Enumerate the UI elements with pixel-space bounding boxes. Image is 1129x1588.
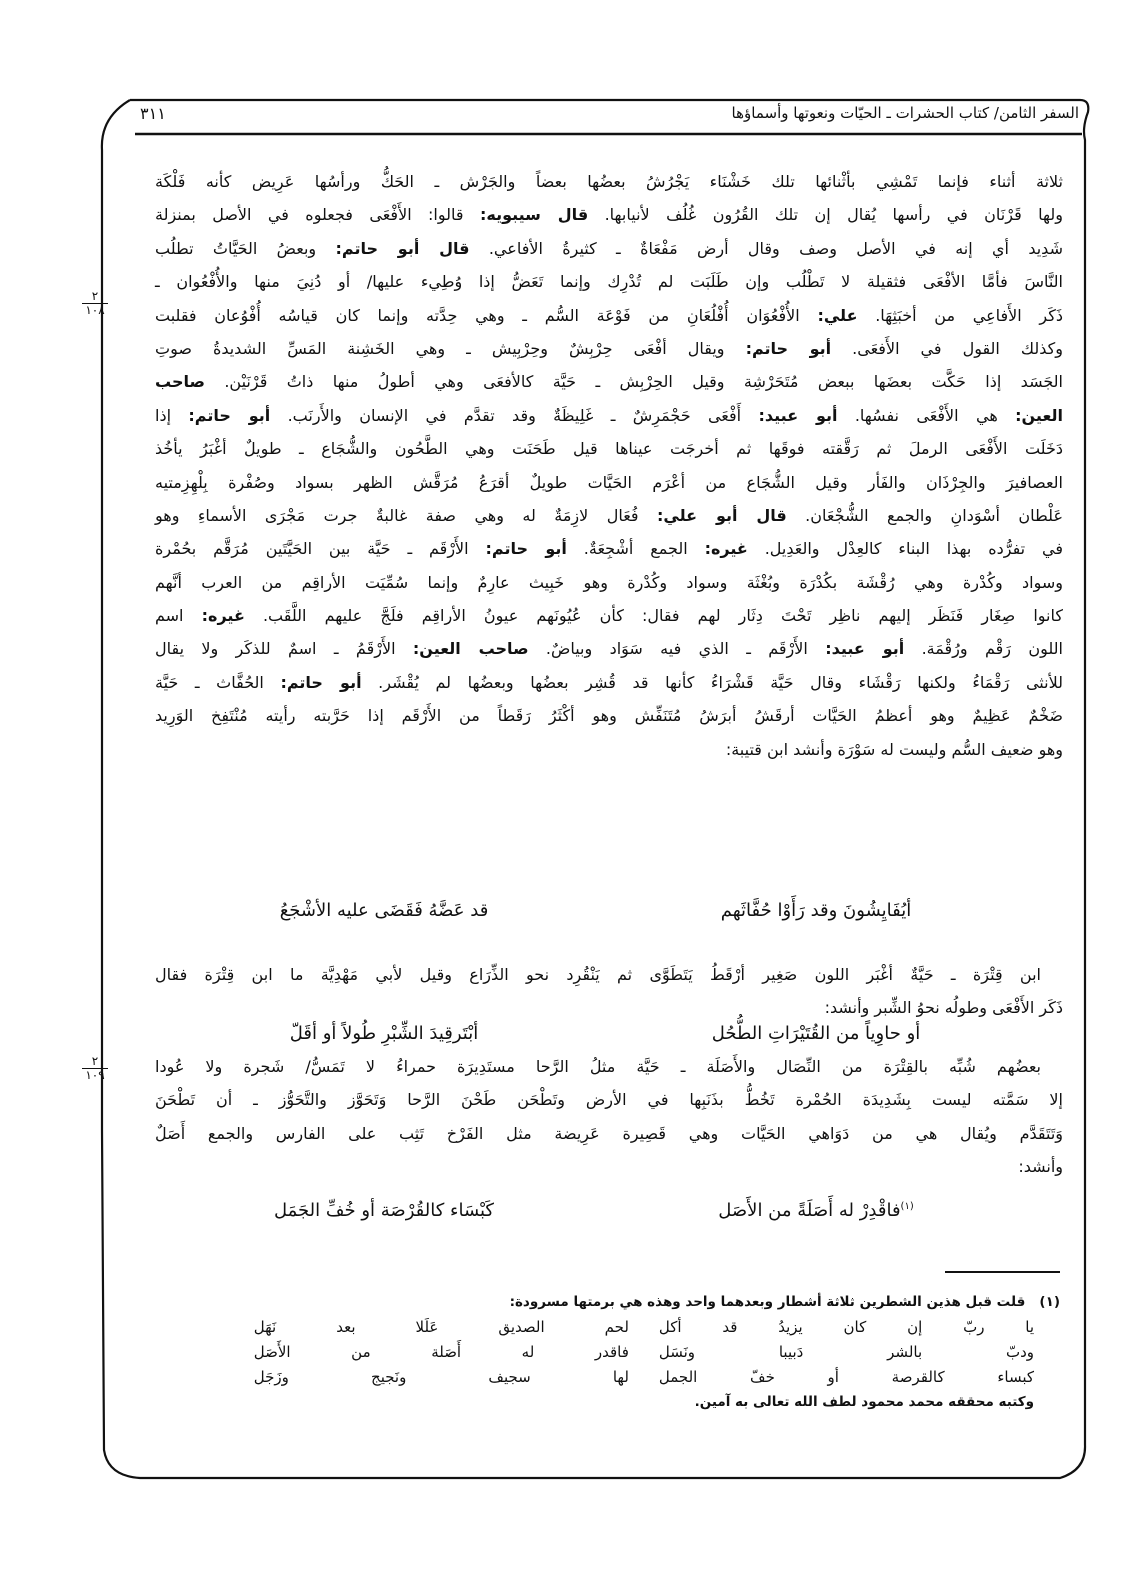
- footnote-marker: (١): [900, 1201, 914, 1212]
- verse-line: [200, 900, 1000, 921]
- footnote-signature: وكتبه محققه محمد محمود لطف الله تعالى به آمين.: [694, 1394, 1034, 1410]
- text-line: [155, 399, 1063, 432]
- speaker-name: قال أبو علي:: [656, 505, 787, 525]
- text-line: [155, 1150, 1063, 1183]
- text-run: ثلاثة أثناء فإنما تَمْشِي بأثْنائها تلك خَشْنَاء يَجْرُشُ بعضُها بعضاً والجَرْش ـ الحَكُّ ورأسُها عَرِيض كأنه فَلْكَة: [155, 172, 1063, 191]
- footnote-hemistich: لحم الصديق عَلَلا بعد نَهَل: [253, 1318, 629, 1336]
- text-run: كانوا صِغَار فَنَظَر إليهم ناظِر تَحْتَ دِثَار لهم فقال: كأن عُيُونَهم عيونُ الأراقِم فلَجَّ عليهم اللَّقَب.: [244, 606, 1063, 626]
- footnote-hemistich: ودبّ بالشر دَبيبا ونَسَل: [658, 1343, 1034, 1361]
- margin-page: ١٠٩: [85, 1068, 105, 1082]
- text-run: الأَرْقَم ـ الذي فيه سَوَاد وبياضٌ.: [528, 639, 826, 659]
- text-line: [155, 632, 1063, 665]
- margin-page: ١٠٨: [85, 303, 105, 317]
- speaker-name: أبو حاتم:: [485, 539, 567, 559]
- footnote-number: (١): [1039, 1294, 1060, 1310]
- text-run: الجمع أشْجِعَةٌ.: [566, 539, 705, 559]
- text-run: فُعَال لازِمَةٌ له وهي صفة غالبةٌ جرت مَجْرَى الأسماءِ وهو: [155, 505, 657, 525]
- text-run: الأُفْعُوَان أُفْلُعَانِ من فَوْعَة السُّم ـ وهي حِدَّته وإنما كان قياسُه أُفْوُعان فقلبت: [155, 305, 818, 325]
- footnote-verse: [190, 1340, 1060, 1365]
- text-line: [155, 991, 1063, 1024]
- text-line: [155, 232, 1063, 265]
- text-line: [155, 432, 1063, 465]
- text-run: وبعضُ الحَيَّاتُ تطلُب: [155, 238, 336, 258]
- text-run: الجَسَد إذا حَكَّت بعضَها ببعض مُتَحَرْشِة وقيل الحِرْبِش ـ حَيَّة كالأفعَى وهي أطولُ منها ذاتُ قَرْنَيْن.: [204, 372, 1063, 392]
- verse-hemistich-first: أو حاوِياً من القُتَيْرَاتِ الطُّحُل: [711, 1023, 921, 1044]
- margin-vol: ٢: [82, 1055, 108, 1069]
- text-line: [155, 1083, 1063, 1116]
- verse-hemistich-first: [632, 1200, 1000, 1221]
- text-line: [155, 699, 1063, 732]
- footnote-hemistich: فاقدر له أَصَلة من الأَصَل: [253, 1343, 629, 1361]
- text-line: [155, 1050, 1063, 1083]
- verse-hemistich-second: أبْتَرقِيدَ الشِّبْرِ طُولاً أو أقَلّ: [289, 1023, 479, 1044]
- text-line: [155, 332, 1063, 365]
- footnote-verse: [190, 1365, 1060, 1390]
- text-line: [155, 299, 1063, 332]
- speaker-name: أبو حاتم:: [745, 338, 832, 358]
- text-run: ضَخْمٌ عَظِيمٌ وهو أعظمُ الحَيَّات أرقَشُ أبرَشُ مُتَنَفِّش وهو أكْثَرُ رَقَطاً من الأَرْقَم إذا حَرَّبته رأيته مُنْتَفِخ الوَرِيد: [155, 706, 1063, 726]
- paragraph: [155, 165, 1063, 766]
- text-run: ابن قِتْرَة ـ حَيَّةٌ أغْبَر اللون صَغِير أرْقَطُ يَتَطَوَّى ثم يَنْقُرِد نحو الذِّرَاع وقيل لأبي مَهْدِيَّة ما ابن قِتْرَة فقال: [155, 965, 1041, 984]
- footnote-verse: [190, 1315, 1060, 1340]
- text-run: قالوا: الأَفْعَى فجعلوه في الأصل بمنزلة: [155, 205, 480, 225]
- text-run: دَخَلَت الأَفْعَى الرملَ ثم رَقَّقته فوقَها ثم أخرجَت عيناها قيل طَحَنَت وهي الطَّحُون والشُّجَاع ـ طويلٌ أغْبَرُ يأخُذ: [155, 439, 1063, 459]
- margin-reference: [82, 290, 108, 317]
- speaker-name: علي:: [817, 305, 858, 325]
- speaker-name: قال أبو حاتم:: [335, 238, 470, 258]
- text-run: وكذلك القول في الأَفعَى.: [831, 338, 1064, 358]
- verse-hemistich-first: أيُفَايِشُونَ وقد رَأَوْا حُفَّاثَهم: [720, 900, 912, 921]
- speaker-name: أبو حاتم:: [188, 405, 271, 425]
- margin-vol: ٢: [82, 290, 108, 304]
- text-run: شَدِيد أي إنه في الأصل وصف وقال أرض مَفْعَاةٌ ـ كثيرةُ الأفاعي.: [469, 238, 1063, 258]
- footnote-hemistich: كبساء كالقرصة أو خفّ الجمل: [658, 1368, 1034, 1386]
- text-run: ذَكَر الأَفاعِي من أخبَثِهَا.: [857, 305, 1063, 325]
- text-run: في تفرُّده بهذا البناء كالعِدْل والعَدِيل.: [747, 539, 1064, 559]
- text-line: [155, 466, 1063, 499]
- text-run: أَفْعَى حَجْمَرِشٌ ـ غَلِيظَةٌ وقد تقدَّم في الإنسان والأَرنَب.: [270, 405, 759, 425]
- footnote-intro: [190, 1290, 1060, 1315]
- speaker-name: صاحب العين:: [412, 639, 529, 659]
- text-run: الأَرْقَمُ ـ اسمٌ للذكَر ولا يقال: [155, 639, 413, 659]
- running-header: السفر الثامن/ كتاب الحشرات ـ الحيّات ونعوتها وأسماؤها: [731, 104, 1079, 122]
- speaker-name: أبو حاتم:: [280, 672, 362, 692]
- text-run: بعضُهم شُبِّه بالقِتْرَة من النِّصَال والأَصَلَة ـ حَيَّة مثلُ الرَّحا مستَدِيرَة حمراءُ لا تَمَسُّ/ شَجرة ولا عُودا: [155, 1057, 1041, 1076]
- speaker-name: صاحب: [155, 372, 205, 392]
- text-run: ولها قَرْنَان في رأسها يُقال إن تلك القُرُون غُلُف لأنيابها.: [588, 205, 1064, 225]
- paragraph: [155, 1050, 1063, 1184]
- text-line: [155, 958, 1063, 991]
- text-line: [155, 599, 1063, 632]
- text-run: وأنشد:: [1018, 1157, 1063, 1177]
- text-run: وسواد وكُدْرة وهي رُقْشَة بكُدْرَة وبُغْثَة وسواد وكُدْرة وهو خَبِيث عارِمٌ وإنما سُمِّيَت الأراقِم من العرب أنَّهم: [155, 572, 1063, 592]
- text-line: [155, 365, 1063, 398]
- text-run: ويقال أفْعَى حِرْبِشٌ وحِرْبِيش ـ وهي الخَشِنة المَسِّ الشديدةُ صوتِ: [155, 338, 746, 358]
- verse-text: فاقْدِرْ له أَصَلَةً من الأَصَل: [718, 1200, 901, 1221]
- text-run: الأَرْقَم ـ حَيَّة بين الحَيَّتَين مُرَقَّم بحُمْرة: [155, 539, 486, 559]
- text-line: [155, 165, 1063, 198]
- verse-hemistich-second: قد عَضَّهُ فَقَضَى عليه الأشْجَعُ: [279, 900, 489, 921]
- text-run: النَّاسَ فأمَّا الأفْعَى فثقيلة لا تَطْلُب وإن طَلَبَت لم تُدْرِك وإنما تَعَضُّ إذا وُطِيء عليها/ أو دُنِيَ منها والأُفْعُوان ـ: [155, 272, 1063, 292]
- text-line: [155, 532, 1063, 565]
- verse-line: [200, 1023, 1000, 1044]
- text-run: ذَكَر الأَفْعَى وطولُه نحوُ الشِّبر وأنشد:: [824, 998, 1063, 1018]
- speaker-name: قال سيبويه:: [479, 205, 589, 225]
- text-run: اللون رَقْم ورُقْمَة.: [904, 639, 1063, 659]
- text-line: [155, 265, 1063, 298]
- text-line: [155, 198, 1063, 231]
- speaker-name: أبو عبيد:: [758, 405, 838, 425]
- footnote: [190, 1290, 1060, 1415]
- speaker-name: العين:: [1015, 405, 1063, 425]
- text-line: [155, 566, 1063, 599]
- footnote-hemistich: يا ربّ إن كان يزيدُ قد أكل: [658, 1318, 1034, 1336]
- text-run: العصافيرَ والجِرْذَان والفَأر وقيل الشُّجَاع من أعْرَم الحَيَّات طويلٌ أقرَعُ مُرَقَّش الظهر بسواد وصُفْرة بِلْهِزِمتيه: [155, 472, 1063, 492]
- text-run: وَتَتَقَدَّم ويُقال هي من دَوَاهي الحَيَّات وهي قَصِيرة عَرِيضة مثل الفَرْخ تَثِب على الفارس والجمع أَصَلٌ: [155, 1123, 1063, 1143]
- text-run: هي الأَفْعَى نفسُها.: [837, 405, 1016, 425]
- text-run: للأنثى رَقْمَاءُ ولكنها رَقْشَاء وقال حَيَّة قَشْرَاءُ كأنها قد قُشِر بعضُها وبعضُها لم يُقْشَر.: [361, 672, 1064, 692]
- margin-reference: [82, 1055, 108, 1082]
- speaker-name: غيره:: [201, 606, 245, 626]
- page-number: ٣١١: [140, 104, 166, 123]
- text-line: [155, 499, 1063, 532]
- text-line: [155, 733, 1063, 766]
- verse-line: [200, 1200, 1000, 1221]
- text-run: اسم: [155, 606, 202, 626]
- text-run: وهو ضعيف السُّم وليست له سَوْرَة وأنشد ابن قتيبة:: [725, 739, 1063, 759]
- speaker-name: أبو عبيد:: [825, 639, 905, 659]
- speaker-name: غيره:: [704, 539, 748, 559]
- text-run: الحُفَّاث ـ حَيَّة: [155, 672, 281, 692]
- text-line: [155, 666, 1063, 699]
- text-run: عَلْطان أسْوَدانِ والجمع الشُّجْعَان.: [786, 505, 1063, 525]
- footnote-hemistich: لها سجيف ونَجيج وزَجَل: [253, 1368, 629, 1386]
- text-run: إذا: [155, 405, 189, 425]
- text-run: إلا سَمَّته ليست بِشَدِيدَة الحُمْرة تَخُطُّ بذَنَبِها في الأرض وتَطْحَن طَحْنَ الرَّحا وَتَحَوَّز والتَّحَوُّز ـ أن تَطْحَنَ: [155, 1090, 1063, 1110]
- paragraph: [155, 958, 1063, 1025]
- text-line: [155, 1117, 1063, 1150]
- footnote-intro-text: قلت قبل هذين الشطرين ثلاثة أشطار وبعدهما واحد وهذه هي برمتها مسرودة:: [509, 1294, 1026, 1310]
- verse-hemistich-second: كَبْسَاء كالقُرْصَة أو خُفِّ الجَمَل: [274, 1200, 494, 1221]
